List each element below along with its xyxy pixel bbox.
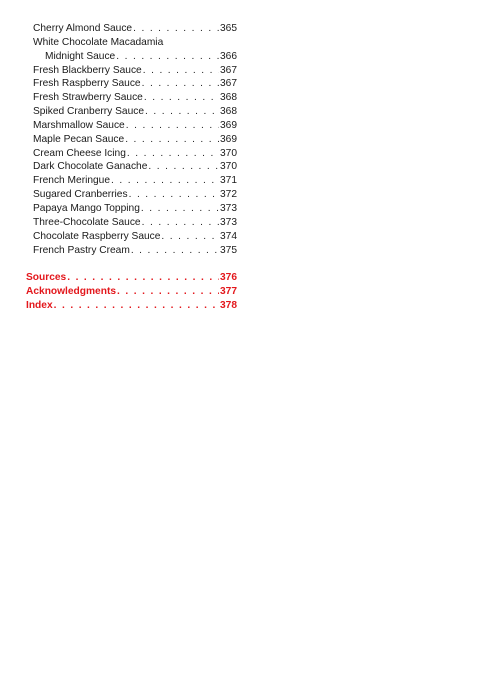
toc-entry-page: 370: [220, 147, 237, 159]
toc-entry[interactable]: [26, 174, 237, 188]
toc-entry-page: 370: [220, 161, 237, 173]
toc-section-title: Index: [26, 299, 53, 311]
toc-entry-title: Chocolate Raspberry Sauce: [33, 230, 161, 242]
toc-entry-title: Spiked Cranberry Sauce: [33, 106, 144, 118]
toc-entry-title: French Pastry Cream: [33, 244, 130, 256]
toc-entry[interactable]: [26, 244, 237, 258]
toc-entry-page: 372: [220, 189, 237, 201]
toc-section-title: Acknowledgments: [26, 285, 117, 297]
dot-leader: [129, 188, 219, 202]
toc-entry[interactable]: [26, 22, 237, 36]
toc-entry[interactable]: [26, 119, 237, 133]
toc-entry-title: Fresh Strawberry Sauce: [33, 92, 143, 104]
toc-entry-page: 371: [220, 175, 237, 187]
toc-entry-page: 373: [220, 202, 237, 214]
dot-leader: [117, 285, 219, 299]
dot-leader: [131, 244, 219, 258]
toc-entry[interactable]: [26, 36, 237, 50]
toc-entry[interactable]: [26, 50, 237, 64]
toc-entry-title: Maple Pecan Sauce: [33, 133, 125, 145]
toc-entry-title: Three-Chocolate Sauce: [33, 216, 141, 228]
toc-entry-title: Cherry Almond Sauce: [33, 23, 133, 34]
toc-entry-title: French Meringue: [33, 175, 111, 187]
toc-section-page: 378: [220, 299, 237, 311]
toc-entry-page: 375: [220, 244, 237, 256]
toc-entry[interactable]: [26, 160, 237, 174]
toc-entry[interactable]: [26, 188, 237, 202]
toc-entry[interactable]: [26, 216, 237, 230]
table-of-contents: [26, 22, 237, 312]
toc-entry-page: 367: [220, 78, 237, 90]
toc-section-page: 377: [220, 285, 237, 297]
dot-leader: [67, 271, 219, 285]
toc-section-sources[interactable]: [26, 271, 237, 285]
toc-entry-title: Midnight Sauce: [45, 50, 116, 62]
dot-leader: [116, 50, 219, 64]
toc-entry-page: 368: [220, 106, 237, 118]
toc-entry[interactable]: [26, 91, 237, 105]
dot-leader: [145, 105, 219, 119]
toc-section-index[interactable]: [26, 299, 237, 313]
toc-entry-page: 368: [220, 92, 237, 104]
toc-entry-title: Fresh Blackberry Sauce: [33, 64, 142, 76]
toc-entry-page: 369: [220, 119, 237, 131]
toc-entry-title: Marshmallow Sauce: [33, 119, 125, 131]
dot-leader: [148, 160, 219, 174]
toc-entry-page: 369: [220, 133, 237, 145]
dot-leader: [161, 230, 219, 244]
dot-leader: [54, 299, 219, 313]
dot-leader: [111, 174, 219, 188]
toc-entry-page: 365: [220, 23, 237, 34]
toc-entry[interactable]: [26, 202, 237, 216]
toc-entry[interactable]: [26, 147, 237, 161]
dot-leader: [127, 147, 219, 161]
toc-entry-page: 374: [220, 230, 237, 242]
dot-leader: [144, 91, 219, 105]
dot-leader: [126, 119, 219, 133]
toc-entry-title: Papaya Mango Topping: [33, 202, 140, 214]
toc-entry[interactable]: [26, 105, 237, 119]
dot-leader: [141, 202, 219, 216]
dot-leader: [143, 64, 219, 78]
toc-section-title: Sources: [26, 271, 67, 283]
dot-leader: [142, 216, 219, 230]
toc-entry-page: 366: [220, 50, 237, 62]
dot-leader: [142, 77, 219, 91]
toc-entry-title: Dark Chocolate Ganache: [33, 161, 148, 173]
toc-entry[interactable]: [26, 77, 237, 91]
dot-leader: [125, 133, 219, 147]
section-gap: [26, 257, 237, 271]
toc-entry-title: Sugared Cranberries: [33, 189, 128, 201]
toc-entry[interactable]: [26, 133, 237, 147]
toc-entry[interactable]: [26, 230, 237, 244]
toc-entry-page: 367: [220, 64, 237, 76]
toc-entry-title: White Chocolate Macadamia: [33, 36, 164, 48]
toc-section-page: 376: [220, 271, 237, 283]
toc-entry[interactable]: [26, 64, 237, 78]
toc-entry-title: Cream Cheese Icing: [33, 147, 126, 159]
toc-entry-title: Fresh Raspberry Sauce: [33, 78, 141, 90]
dot-leader: [133, 22, 219, 36]
toc-section-acknowledgments[interactable]: [26, 285, 237, 299]
toc-entry-page: 373: [220, 216, 237, 228]
